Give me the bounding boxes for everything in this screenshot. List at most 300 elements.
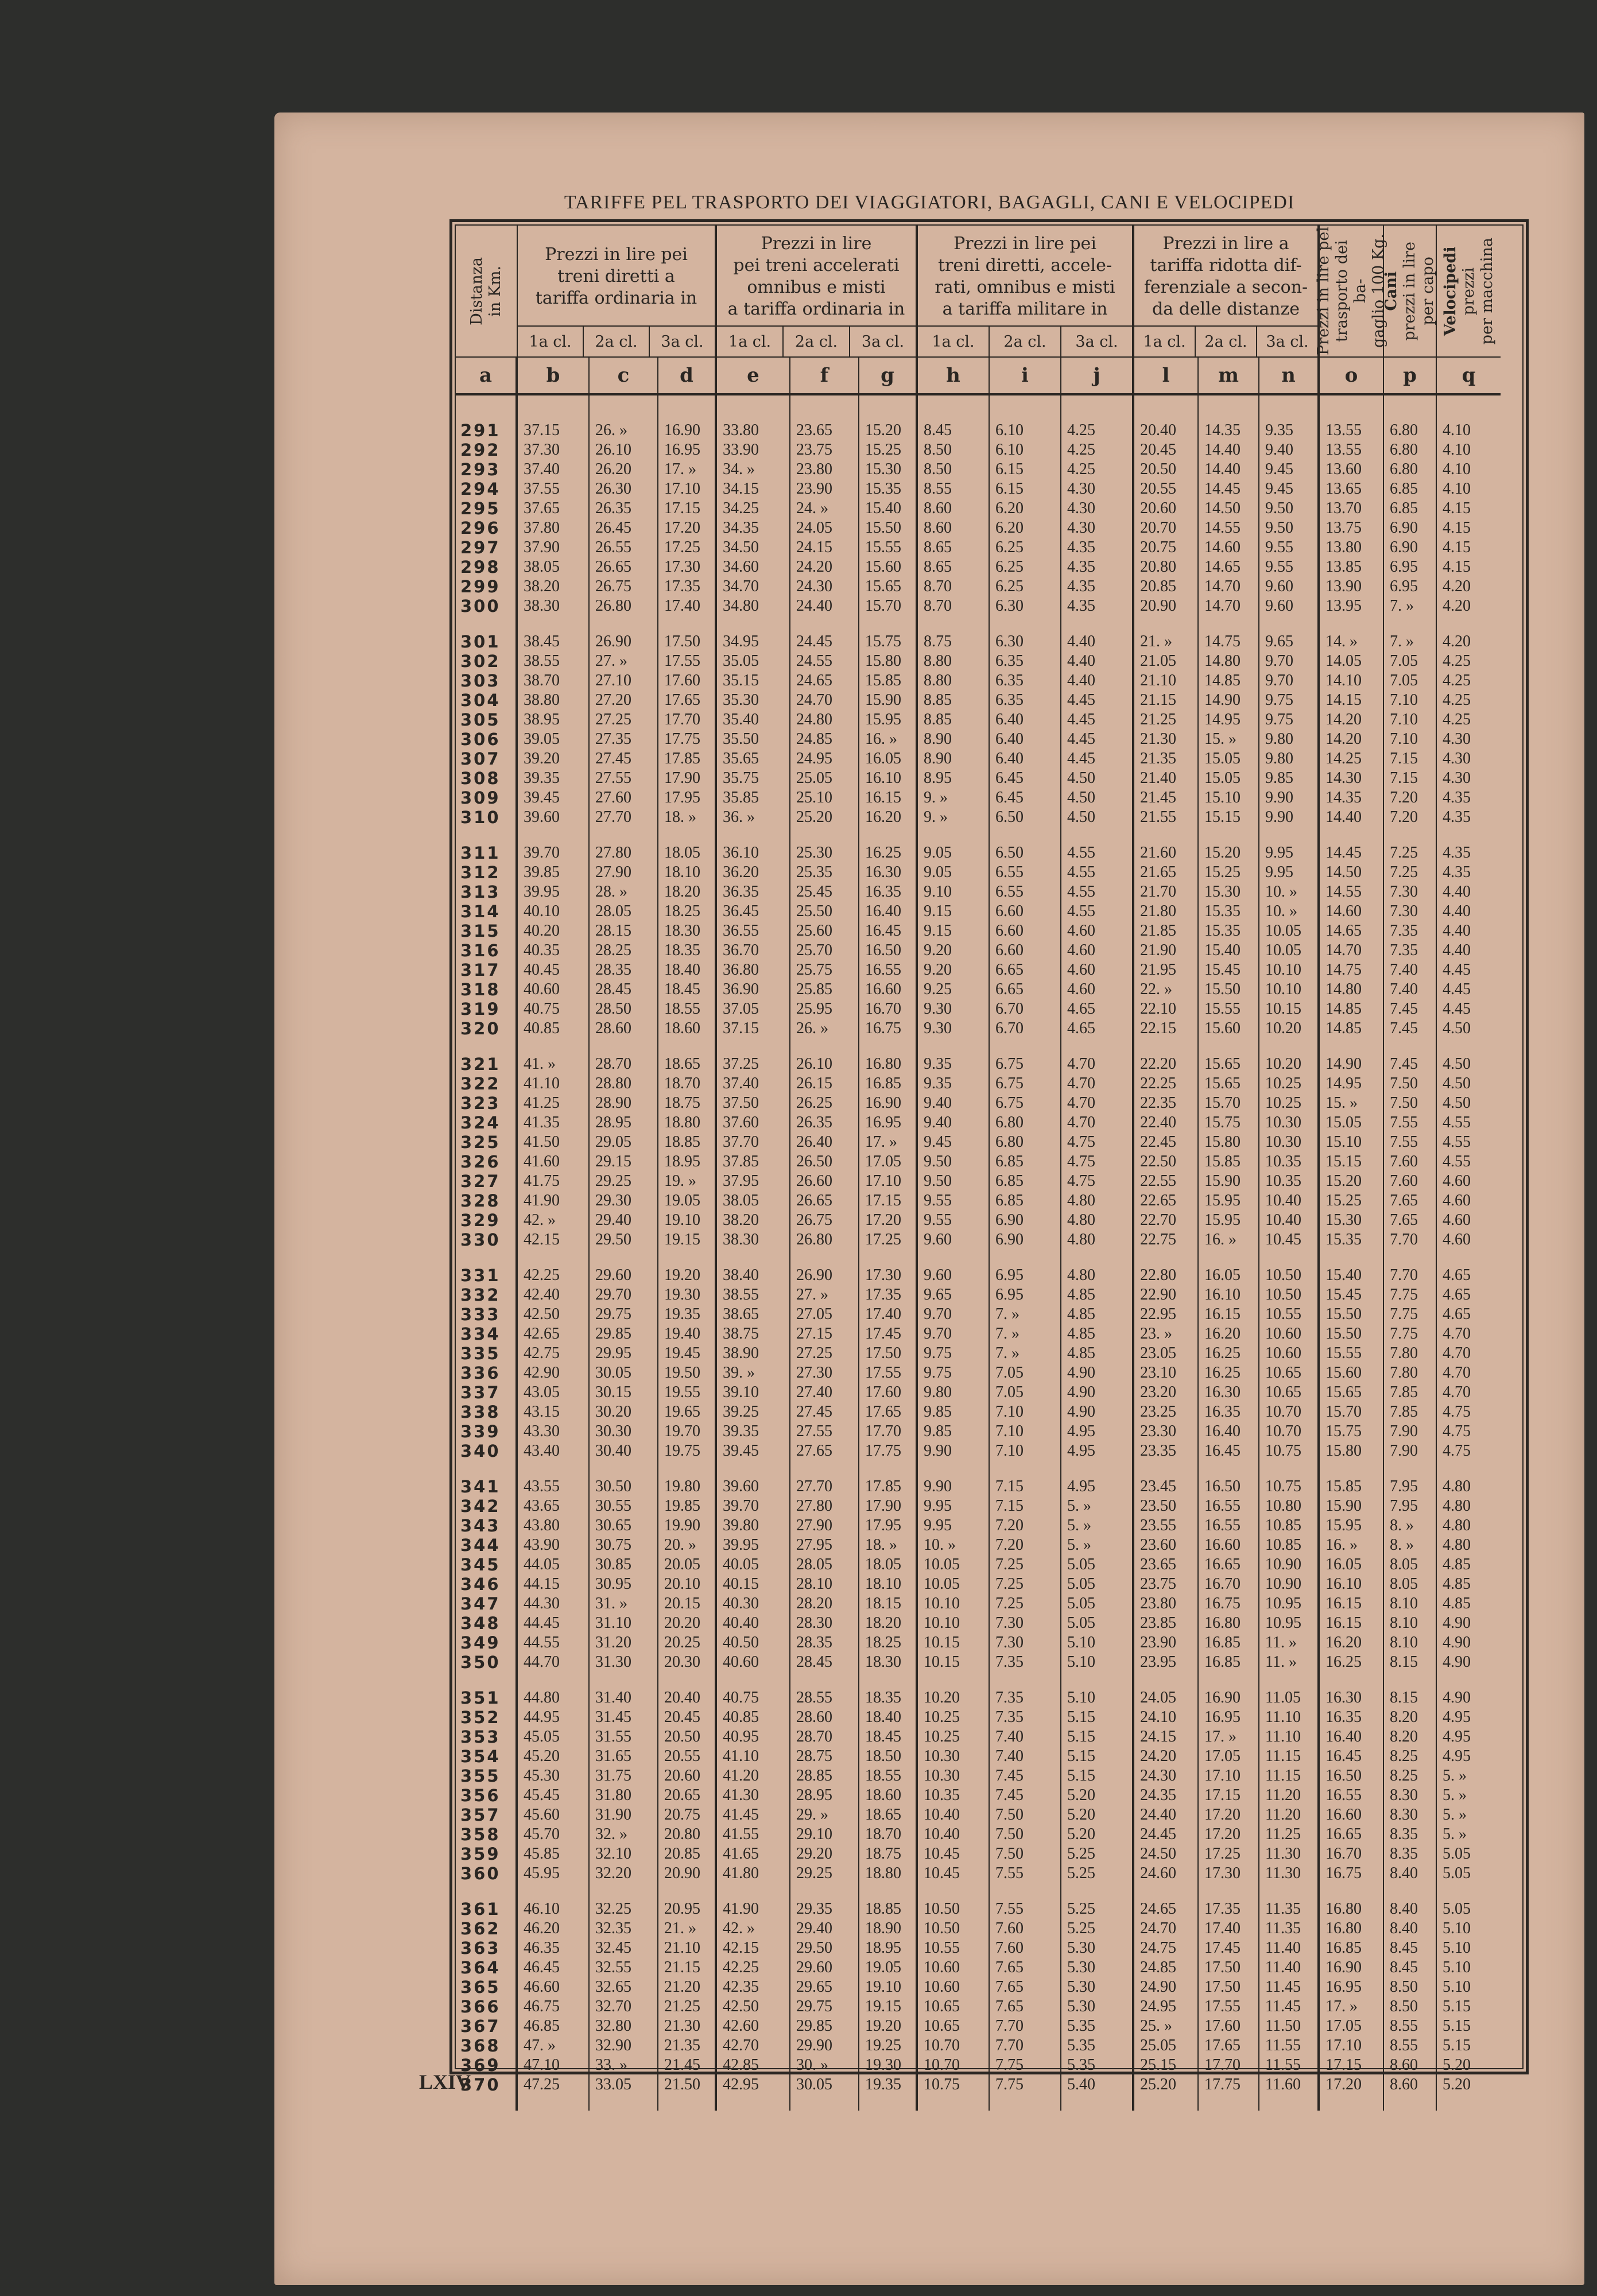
price-value: 4.30 xyxy=(1067,519,1095,537)
price-value: 36.80 xyxy=(723,961,759,979)
price-value: 20.05 xyxy=(664,1556,700,1573)
price-value: 7.85 xyxy=(1390,1383,1418,1401)
price-value: 4.65 xyxy=(1067,1000,1095,1018)
price-value: 20.55 xyxy=(1140,480,1176,498)
row-block xyxy=(717,843,789,1038)
price-value: 7.55 xyxy=(1390,1133,1418,1151)
price-value: 30.95 xyxy=(595,1575,631,1593)
price-value: 8.10 xyxy=(1390,1634,1418,1651)
price-value: 29. » xyxy=(796,1806,828,1824)
price-value: 39.60 xyxy=(723,1477,759,1495)
row-block xyxy=(456,1266,515,1461)
bicycles-header-title: Velocipedi xyxy=(1441,246,1459,336)
price-value: 26.65 xyxy=(796,1192,832,1209)
price-value: 34.25 xyxy=(723,499,759,517)
price-value: 44.15 xyxy=(524,1575,560,1593)
distance-value: 341 xyxy=(460,1477,501,1496)
price-value: 42.50 xyxy=(524,1305,560,1323)
distance-value: 306 xyxy=(460,730,501,749)
price-value: 4.25 xyxy=(1067,421,1095,439)
row-block xyxy=(990,421,1060,616)
price-value: 34. » xyxy=(723,460,755,478)
row-block xyxy=(658,1266,715,1461)
price-value: 32. » xyxy=(595,1825,627,1843)
price-value: 10.25 xyxy=(924,1728,960,1746)
price-value: 15.75 xyxy=(1325,1422,1362,1440)
price-value: 21.85 xyxy=(1140,922,1176,940)
price-value: 17.90 xyxy=(664,769,700,787)
price-value: 5. » xyxy=(1443,1825,1467,1843)
price-value: 7.65 xyxy=(995,1958,1024,1976)
price-value: 29.70 xyxy=(595,1286,631,1304)
price-value: 14.60 xyxy=(1325,902,1362,920)
column-letter-g: g xyxy=(859,358,918,395)
price-value: 29.60 xyxy=(595,1266,631,1284)
price-value: 27.80 xyxy=(796,1497,832,1515)
price-value: 13.55 xyxy=(1325,421,1362,439)
price-value: 16.50 xyxy=(1204,1477,1241,1495)
price-value: 37.40 xyxy=(723,1075,759,1092)
distance-value: 355 xyxy=(460,1766,501,1786)
price-value: 23.35 xyxy=(1140,1442,1176,1460)
price-value: 5.25 xyxy=(1067,1864,1095,1882)
row-block xyxy=(1259,1899,1317,2095)
price-value: 16.90 xyxy=(664,421,700,439)
distance-value: 354 xyxy=(460,1747,501,1766)
price-value: 40.75 xyxy=(723,1689,759,1707)
price-value: 10.85 xyxy=(1265,1536,1301,1554)
price-value: 7.60 xyxy=(1390,1172,1418,1190)
price-value: 20.85 xyxy=(664,1845,700,1863)
column-letter-i: i xyxy=(990,358,1061,395)
price-value: 11.60 xyxy=(1265,2076,1301,2093)
distance-value: 304 xyxy=(460,691,501,710)
price-value: 7.15 xyxy=(995,1497,1024,1515)
price-value: 15.45 xyxy=(1204,961,1241,979)
price-value: 6.40 xyxy=(995,711,1024,728)
row-block xyxy=(1437,421,1501,616)
price-value: 16.25 xyxy=(865,844,901,862)
price-value: 29.90 xyxy=(796,2037,832,2054)
price-value: 15.70 xyxy=(1204,1094,1241,1112)
price-value: 8.95 xyxy=(924,769,952,787)
price-value: 18.75 xyxy=(865,1845,901,1863)
price-value: 43.80 xyxy=(524,1517,560,1534)
price-value: 17.15 xyxy=(865,1192,901,1209)
row-block xyxy=(518,632,588,827)
price-value: 5.20 xyxy=(1067,1806,1095,1824)
price-value: 21.45 xyxy=(1140,789,1176,806)
price-value: 16.75 xyxy=(1204,1595,1241,1612)
class-3-label: 3a cl. xyxy=(861,332,905,351)
price-value: 28.95 xyxy=(796,1786,832,1804)
price-value: 38.55 xyxy=(524,652,560,670)
price-value: 15.85 xyxy=(1325,1477,1362,1495)
row-block xyxy=(790,1688,858,1883)
price-value: 8.70 xyxy=(924,577,952,595)
price-value: 6.55 xyxy=(995,863,1024,881)
row-block xyxy=(990,1688,1060,1883)
class-1-label: 1a cl. xyxy=(918,327,990,356)
price-value: 4.35 xyxy=(1443,863,1471,881)
price-value: 22.40 xyxy=(1140,1114,1176,1131)
price-value: 17.95 xyxy=(865,1517,901,1534)
price-value: 6.90 xyxy=(1390,538,1418,556)
price-value: 31.30 xyxy=(595,1653,631,1671)
price-value: 15.10 xyxy=(1204,789,1241,806)
price-value: 4.65 xyxy=(1443,1266,1471,1284)
price-value: 10.70 xyxy=(1265,1422,1301,1440)
price-value: 6.80 xyxy=(1390,460,1418,478)
row-block xyxy=(1384,1688,1436,1883)
price-value: 32.90 xyxy=(595,2037,631,2054)
price-value: 15.35 xyxy=(1204,902,1241,920)
price-value: 27. » xyxy=(595,652,627,670)
page-title: TARIFFE PEL TRASPORTO DEI VIAGGIATORI, BAGAGLI, CANI E VELOCIPEDI xyxy=(564,192,1295,213)
price-value: 10.35 xyxy=(1265,1172,1301,1190)
price-value: 8.40 xyxy=(1390,1919,1418,1937)
price-value: 18.55 xyxy=(664,1000,700,1018)
price-value: 24.55 xyxy=(796,652,832,670)
price-value: 22.45 xyxy=(1140,1133,1176,1151)
price-value: 17.20 xyxy=(664,519,700,537)
price-value: 11.55 xyxy=(1265,2037,1301,2054)
price-value: 27.65 xyxy=(796,1442,832,1460)
row-block xyxy=(1384,632,1436,827)
distance-value: 345 xyxy=(460,1555,501,1574)
price-value: 7.50 xyxy=(995,1806,1024,1824)
price-value: 4.60 xyxy=(1067,941,1095,959)
price-value: 14.35 xyxy=(1325,789,1362,806)
price-value: 30.05 xyxy=(796,2076,832,2093)
price-value: 5.15 xyxy=(1443,1998,1471,2015)
price-value: 9.60 xyxy=(924,1231,952,1248)
price-value: 20.40 xyxy=(664,1689,700,1707)
price-value: 5.15 xyxy=(1067,1767,1095,1785)
price-value: 33.80 xyxy=(723,421,759,439)
price-value: 7. » xyxy=(1390,597,1414,615)
price-value: 11.50 xyxy=(1265,2017,1301,2035)
price-value: 21.30 xyxy=(1140,730,1176,748)
price-value: 16.90 xyxy=(1325,1958,1362,1976)
price-value: 6.10 xyxy=(995,441,1024,459)
price-value: 25.15 xyxy=(1140,2056,1176,2074)
row-block xyxy=(658,1477,715,1672)
price-value: 37.55 xyxy=(524,480,560,498)
row-block xyxy=(456,1054,515,1250)
price-value: 9.30 xyxy=(924,1000,952,1018)
price-value: 9. » xyxy=(924,789,948,806)
price-value: 16.80 xyxy=(1325,1900,1362,1918)
price-value: 27.45 xyxy=(595,750,631,767)
price-value: 9.25 xyxy=(924,980,952,998)
distance-value: 328 xyxy=(460,1191,501,1211)
price-value: 11. » xyxy=(1265,1634,1297,1651)
price-value: 23.80 xyxy=(1140,1595,1176,1612)
price-value: 17.10 xyxy=(1204,1767,1241,1785)
price-value: 7.65 xyxy=(995,1978,1024,1996)
price-value: 19.05 xyxy=(865,1958,901,1976)
row-block xyxy=(1384,1899,1436,2095)
price-value: 4.70 xyxy=(1067,1075,1095,1092)
row-block xyxy=(990,1477,1060,1672)
price-value: 26.90 xyxy=(595,633,631,650)
price-value: 39.45 xyxy=(723,1442,759,1460)
distance-value: 301 xyxy=(460,632,501,651)
price-value: 40.20 xyxy=(524,922,560,940)
row-block xyxy=(1320,1266,1383,1461)
price-value: 16.45 xyxy=(1325,1747,1362,1765)
price-value: 4.90 xyxy=(1067,1383,1095,1401)
row-block xyxy=(590,421,657,616)
price-value: 7.65 xyxy=(1390,1192,1418,1209)
price-value: 17.25 xyxy=(1204,1845,1241,1863)
price-value: 40.75 xyxy=(524,1000,560,1018)
row-block xyxy=(859,1266,916,1461)
price-value: 10.10 xyxy=(924,1595,960,1612)
price-value: 4.70 xyxy=(1443,1325,1471,1343)
distance-value: 343 xyxy=(460,1516,501,1535)
price-value: 16. » xyxy=(1204,1231,1236,1248)
price-value: 4.80 xyxy=(1067,1266,1095,1284)
price-value: 37.05 xyxy=(723,1000,759,1018)
price-value: 21.25 xyxy=(1140,711,1176,728)
price-value: 4.40 xyxy=(1443,941,1471,959)
price-value: 15.25 xyxy=(865,441,901,459)
price-value: 39. » xyxy=(723,1364,755,1382)
row-block xyxy=(1437,1054,1501,1250)
column-n xyxy=(1259,358,1320,2111)
price-value: 17. » xyxy=(664,460,696,478)
price-value: 17.85 xyxy=(865,1477,901,1495)
price-value: 9.65 xyxy=(924,1286,952,1304)
distance-value: 352 xyxy=(460,1708,501,1727)
price-value: 6.50 xyxy=(995,844,1024,862)
price-value: 18.55 xyxy=(865,1767,901,1785)
price-value: 29.15 xyxy=(595,1153,631,1170)
price-value: 6.15 xyxy=(995,480,1024,498)
price-value: 6.45 xyxy=(995,789,1024,806)
price-value: 8.15 xyxy=(1390,1689,1418,1707)
row-block xyxy=(1199,1688,1258,1883)
distance-value: 333 xyxy=(460,1305,501,1324)
price-value: 9.45 xyxy=(924,1133,952,1151)
price-value: 14.65 xyxy=(1325,922,1362,940)
price-value: 10.55 xyxy=(1265,1305,1301,1323)
price-value: 20.90 xyxy=(664,1864,700,1882)
price-value: 18.60 xyxy=(865,1786,901,1804)
price-value: 11.40 xyxy=(1265,1958,1301,1976)
row-block xyxy=(518,1054,588,1250)
price-value: 21.65 xyxy=(1140,863,1176,881)
price-value: 19.85 xyxy=(664,1497,700,1515)
price-value: 18.50 xyxy=(865,1747,901,1765)
price-value: 16.25 xyxy=(1325,1653,1362,1671)
price-value: 9.95 xyxy=(924,1497,952,1515)
price-value: 10.40 xyxy=(924,1825,960,1843)
price-value: 5.35 xyxy=(1067,2017,1095,2035)
price-value: 40.05 xyxy=(723,1556,759,1573)
price-value: 19.40 xyxy=(664,1325,700,1343)
column-c xyxy=(590,358,658,2111)
price-value: 5.10 xyxy=(1443,1958,1471,1976)
distance-value: 366 xyxy=(460,1997,501,2016)
price-value: 41.80 xyxy=(723,1864,759,1882)
column-letter-m: m xyxy=(1199,358,1259,395)
price-value: 16.50 xyxy=(865,941,901,959)
row-block xyxy=(717,1266,789,1461)
price-value: 34.95 xyxy=(723,633,759,650)
price-value: 16.95 xyxy=(1204,1708,1241,1726)
price-value: 23.55 xyxy=(1140,1517,1176,1534)
price-value: 16.75 xyxy=(865,1019,901,1037)
row-block xyxy=(1199,843,1258,1038)
column-letter-n: n xyxy=(1259,358,1320,395)
price-value: 5. » xyxy=(1067,1497,1091,1515)
distance-value: 308 xyxy=(460,769,501,788)
price-value: 27.20 xyxy=(595,691,631,709)
price-value: 16.05 xyxy=(1325,1556,1362,1573)
price-value: 16.85 xyxy=(1325,1939,1362,1957)
price-value: 7.20 xyxy=(1390,789,1418,806)
price-value: 4.25 xyxy=(1443,672,1471,689)
price-value: 8.50 xyxy=(924,460,952,478)
price-value: 10.65 xyxy=(1265,1364,1301,1382)
row-block xyxy=(1384,843,1436,1038)
price-value: 10.65 xyxy=(924,2017,960,2035)
price-value: 8.20 xyxy=(1390,1708,1418,1726)
price-value: 9.95 xyxy=(1265,844,1293,862)
distance-value: 315 xyxy=(460,921,501,941)
price-value: 14.55 xyxy=(1204,519,1241,537)
price-value: 6.65 xyxy=(995,961,1024,979)
price-value: 18.30 xyxy=(865,1653,901,1671)
price-value: 6.75 xyxy=(995,1055,1024,1073)
price-value: 18.20 xyxy=(664,883,700,901)
distance-value: 347 xyxy=(460,1594,501,1614)
price-value: 21.25 xyxy=(664,1998,700,2015)
price-value: 8.05 xyxy=(1390,1556,1418,1573)
price-value: 10.30 xyxy=(1265,1133,1301,1151)
price-value: 7.40 xyxy=(1390,961,1418,979)
price-value: 20.30 xyxy=(664,1653,700,1671)
price-value: 4.15 xyxy=(1443,538,1471,556)
distance-value: 299 xyxy=(460,577,501,596)
price-value: 19.05 xyxy=(664,1192,700,1209)
price-value: 15.85 xyxy=(1204,1153,1241,1170)
column-q xyxy=(1437,358,1501,2111)
price-value: 21.40 xyxy=(1140,769,1176,787)
price-value: 4.80 xyxy=(1067,1231,1095,1248)
price-value: 38.30 xyxy=(723,1231,759,1248)
price-value: 15.95 xyxy=(1204,1211,1241,1229)
price-value: 37.40 xyxy=(524,460,560,478)
price-value: 17.50 xyxy=(1204,1958,1241,1976)
bicycles-header-label xyxy=(1441,238,1497,344)
price-value: 7.50 xyxy=(995,1825,1024,1843)
price-value: 21.50 xyxy=(664,2076,700,2093)
price-value: 29.20 xyxy=(796,1845,832,1863)
price-value: 14.05 xyxy=(1325,652,1362,670)
price-value: 6.60 xyxy=(995,941,1024,959)
price-value: 16.60 xyxy=(865,980,901,998)
price-value: 4.20 xyxy=(1443,577,1471,595)
row-block xyxy=(1061,1266,1132,1461)
price-value: 20.60 xyxy=(1140,499,1176,517)
price-value: 7. » xyxy=(995,1305,1020,1323)
price-value: 31.20 xyxy=(595,1634,631,1651)
distance-header xyxy=(456,226,518,358)
price-value: 25.75 xyxy=(796,961,832,979)
price-value: 8.10 xyxy=(1390,1595,1418,1612)
price-value: 14.90 xyxy=(1204,691,1241,709)
price-value: 35.85 xyxy=(723,789,759,806)
price-value: 10.30 xyxy=(924,1767,960,1785)
price-value: 16.90 xyxy=(1204,1689,1241,1707)
price-value: 10. » xyxy=(1265,902,1297,920)
price-value: 9.65 xyxy=(1265,633,1293,650)
price-value: 25.20 xyxy=(1140,2076,1176,2093)
price-value: 6.40 xyxy=(995,750,1024,767)
price-value: 5.20 xyxy=(1067,1825,1095,1843)
price-value: 44.55 xyxy=(524,1634,560,1651)
distance-value: 300 xyxy=(460,596,501,616)
price-value: 17.05 xyxy=(1325,2017,1362,2035)
price-value: 10.05 xyxy=(1265,922,1301,940)
distance-value: 365 xyxy=(460,1977,501,1997)
row-block xyxy=(518,1477,588,1672)
column-g xyxy=(859,358,918,2111)
distance-value: 314 xyxy=(460,902,501,921)
row-block xyxy=(1199,1899,1258,2095)
price-value: 10.75 xyxy=(924,2076,960,2093)
price-value: 18.70 xyxy=(664,1075,700,1092)
price-value: 42.25 xyxy=(524,1266,560,1284)
price-value: 4.35 xyxy=(1443,789,1471,806)
price-value: 47. » xyxy=(524,2037,556,2054)
price-value: 7.35 xyxy=(995,1653,1024,1671)
price-value: 5.30 xyxy=(1067,1998,1095,2015)
price-value: 24.45 xyxy=(1140,1825,1176,1843)
price-value: 8.60 xyxy=(924,519,952,537)
price-value: 18. » xyxy=(865,1536,897,1554)
distance-value: 351 xyxy=(460,1688,501,1708)
price-value: 23.05 xyxy=(1140,1344,1176,1362)
price-value: 36.70 xyxy=(723,941,759,959)
price-value: 4.10 xyxy=(1443,441,1471,459)
price-value: 4.85 xyxy=(1067,1344,1095,1362)
price-value: 11.35 xyxy=(1265,1900,1301,1918)
price-value: 16. » xyxy=(1325,1536,1358,1554)
row-block xyxy=(1259,421,1317,616)
price-value: 16.20 xyxy=(865,808,901,826)
price-value: 28.90 xyxy=(595,1094,631,1112)
price-value: 4.15 xyxy=(1443,499,1471,517)
price-value: 8.45 xyxy=(1390,1939,1418,1957)
price-value: 18.05 xyxy=(664,844,700,862)
price-value: 45.30 xyxy=(524,1767,560,1785)
page-number: LXIV xyxy=(419,2070,471,2093)
price-value: 15.15 xyxy=(1204,808,1241,826)
price-value: 6.85 xyxy=(1390,480,1418,498)
price-value: 5.05 xyxy=(1443,1864,1471,1882)
price-value: 40.15 xyxy=(723,1575,759,1593)
price-value: 11.30 xyxy=(1265,1845,1301,1863)
price-value: 46.60 xyxy=(524,1978,560,1996)
price-value: 4.25 xyxy=(1443,711,1471,728)
price-value: 4.30 xyxy=(1443,730,1471,748)
price-value: 41.10 xyxy=(524,1075,560,1092)
